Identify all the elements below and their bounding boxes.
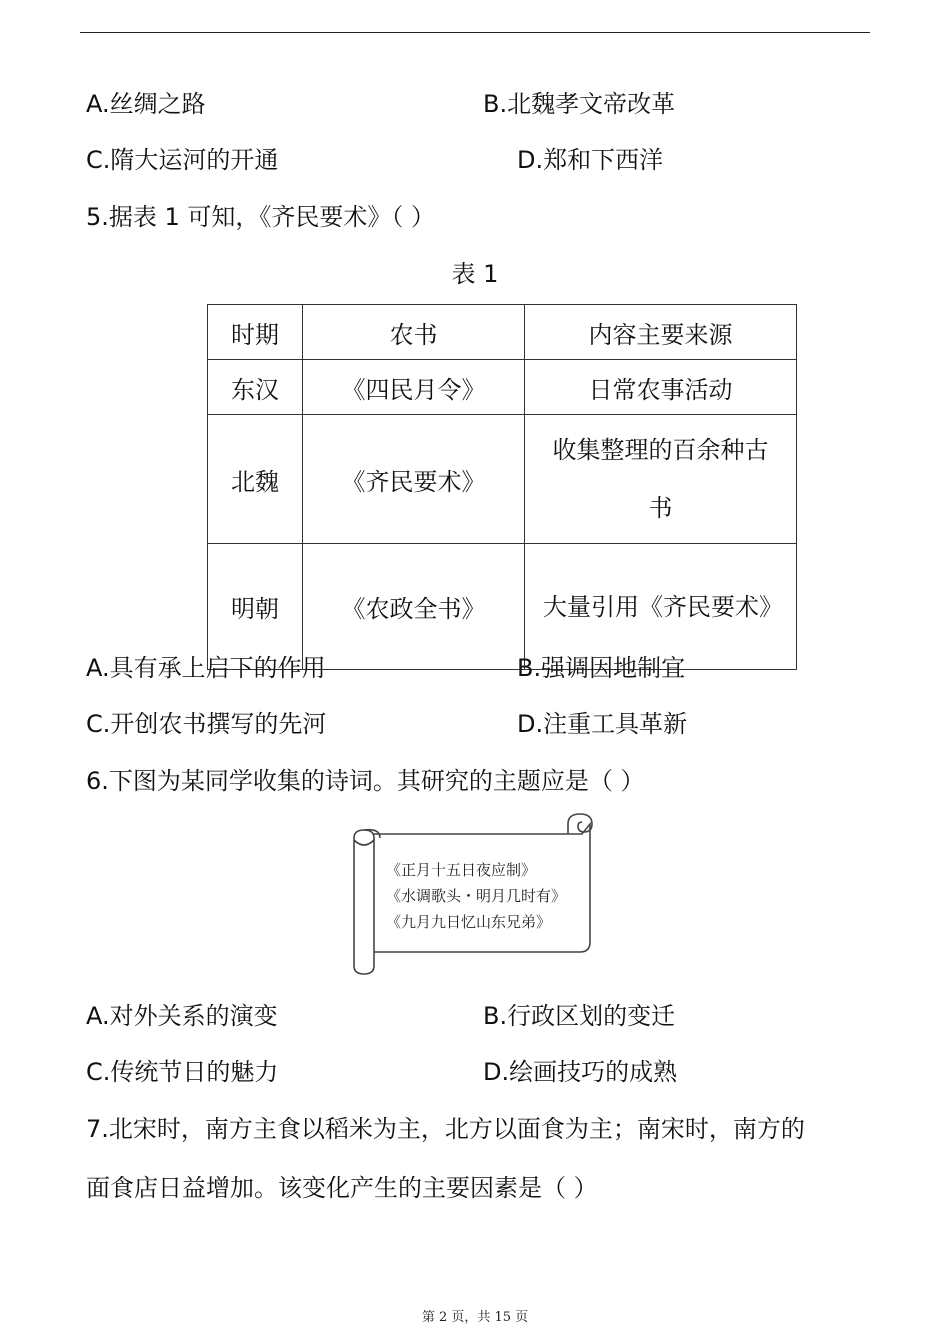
q7-stem-line-1: 7.北宋时，南方主食以稻米为主，北方以面食为主；南宋时，南方的 bbox=[86, 1115, 805, 1143]
q5-option-c[interactable]: C.开创农书撰写的先河 bbox=[86, 710, 327, 738]
page-footer: 第 2 页，共 15 页 bbox=[421, 1310, 529, 1325]
cell-book: 《农政全书》 bbox=[303, 544, 525, 670]
q4-option-a[interactable]: A.丝绸之路 bbox=[86, 90, 206, 118]
poem-title-1: 《正月十五日夜应制》 bbox=[386, 861, 537, 879]
q5-stem: 5.据表 1 可知，《齐民要术》（ ） bbox=[86, 203, 436, 231]
q4-option-d[interactable]: D.郑和下西洋 bbox=[517, 146, 664, 174]
q5-option-d[interactable]: D.注重工具革新 bbox=[517, 710, 688, 738]
cell-period: 北魏 bbox=[208, 415, 303, 544]
q4-option-c[interactable]: C.隋大运河的开通 bbox=[86, 146, 279, 174]
q6-option-b[interactable]: B.行政区划的变迁 bbox=[483, 1002, 676, 1030]
poem-title-3: 《九月九日忆山东兄弟》 bbox=[386, 913, 552, 931]
cell-source: 收集整理的百余种古书 bbox=[525, 415, 797, 544]
cell-source: 日常农事活动 bbox=[525, 360, 797, 415]
table-row bbox=[208, 415, 797, 544]
table-header-row bbox=[208, 305, 797, 360]
q7-stem-line-2: 面食店日益增加。该变化产生的主要因素是（ ） bbox=[86, 1174, 598, 1202]
cell-period: 东汉 bbox=[208, 360, 303, 415]
header-rule bbox=[80, 32, 870, 33]
table-row bbox=[208, 544, 797, 670]
cell-period: 明朝 bbox=[208, 544, 303, 670]
cell-book: 《齐民要术》 bbox=[303, 415, 525, 544]
q4-option-b[interactable]: B.北魏孝文帝改革 bbox=[483, 90, 676, 118]
agricultural-books-table bbox=[207, 304, 797, 670]
q6-option-d[interactable]: D.绘画技巧的成熟 bbox=[483, 1058, 678, 1086]
header-period: 时期 bbox=[208, 305, 303, 360]
q5-option-b[interactable]: B.强调因地制宜 bbox=[517, 654, 686, 682]
header-book: 农书 bbox=[303, 305, 525, 360]
table-caption: 表 1 bbox=[451, 260, 499, 288]
header-source: 内容主要来源 bbox=[525, 305, 797, 360]
table-row bbox=[208, 360, 797, 415]
q5-option-a[interactable]: A.具有承上启下的作用 bbox=[86, 654, 326, 682]
q6-option-c[interactable]: C.传统节日的魅力 bbox=[86, 1058, 279, 1086]
q6-stem: 6.下图为某同学收集的诗词。其研究的主题应是（ ） bbox=[86, 767, 645, 795]
cell-book: 《四民月令》 bbox=[303, 360, 525, 415]
cell-source: 大量引用《齐民要术》 bbox=[525, 544, 797, 670]
q6-option-a[interactable]: A.对外关系的演变 bbox=[86, 1002, 278, 1030]
poem-title-2: 《水调歌头・明月几时有》 bbox=[386, 887, 567, 905]
